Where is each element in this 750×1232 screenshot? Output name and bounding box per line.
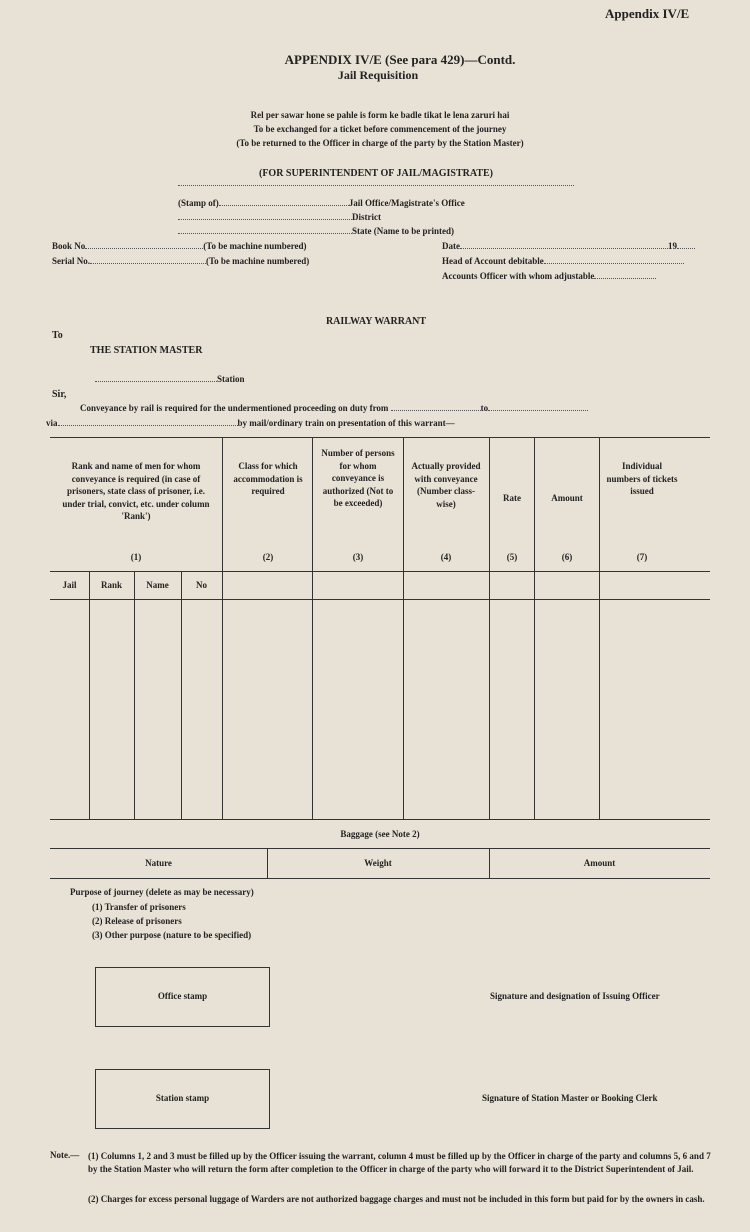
col6-header: Amount (551, 493, 583, 503)
purpose-item: (3) Other purpose (nature to be specified) (92, 930, 252, 940)
col-divider (181, 571, 182, 819)
table-top-rule (50, 437, 710, 438)
col-divider (403, 437, 404, 819)
via-blank[interactable] (58, 425, 238, 426)
accounts-row (442, 271, 656, 281)
col3-header: Number of persons for whom conveyance is authorized (Not to be exceeded) (321, 448, 395, 508)
col1-header: Rank and name of men for whom conveyance is required (in case of prisoners, state class of prisoner, i.e. under trial, convict, etc. under column 'Rank') (62, 461, 210, 521)
district-row (178, 212, 381, 222)
sir-label: Sir, (52, 389, 67, 400)
serial-note: (To be machine numbered) (206, 256, 310, 266)
station-label: Station (217, 374, 245, 384)
table-sub-rule (50, 599, 710, 600)
col5-number: (5) (506, 552, 518, 562)
state-row (178, 226, 454, 236)
stamp-blank[interactable] (219, 205, 349, 206)
col7-number: (7) (636, 552, 648, 562)
col-divider (599, 437, 600, 819)
purpose-heading: Purpose of journey (delete as may be necessary) (70, 887, 254, 897)
stamp-row (178, 198, 465, 208)
book-row (52, 241, 307, 251)
col-divider (134, 571, 135, 819)
district-blank[interactable] (178, 219, 352, 220)
subcol-name: Name (146, 580, 169, 590)
to-label: To (52, 330, 63, 341)
head-row (442, 256, 684, 266)
col-divider (489, 437, 490, 819)
col2-header: Class for which accommodation is required (233, 461, 303, 496)
col-divider (534, 437, 535, 819)
col-divider (89, 571, 90, 819)
book-blank[interactable] (85, 248, 203, 249)
book-note: (To be machine numbered) (203, 241, 307, 251)
via-label: via (46, 418, 58, 428)
note-label: Note.— (50, 1150, 80, 1160)
serial-blank[interactable] (90, 263, 206, 264)
stamp-label: (Stamp of) (178, 198, 219, 208)
page-title: APPENDIX IV/E (See para 429)—Contd. (284, 52, 516, 67)
exchange-line: To be exchanged for a ticket before commencement of the journey (253, 124, 507, 134)
to-blank[interactable] (488, 410, 588, 411)
note-2: (2) Charges for excess personal luggage of Warders are not authorized baggage charges and must not be included in this form but paid for by the owners in cash. (88, 1194, 705, 1204)
baggage-bottom-rule (50, 878, 710, 879)
baggage-heading: Baggage (see Note 2) (340, 829, 420, 839)
hindi-line: Rel per sawar hone se pahle is form ke badle tikat le lena zaruri hai (250, 110, 510, 120)
head-blank[interactable] (544, 263, 684, 264)
col2-number: (2) (262, 552, 274, 562)
district-label: District (352, 212, 381, 222)
subcol-jail: Jail (62, 580, 77, 590)
purpose-item: (1) Transfer of prisoners (92, 902, 186, 912)
date-year-blank[interactable] (677, 248, 695, 249)
issuing-signature-label: Signature and designation of Issuing Officer (490, 991, 660, 1001)
superintendent-heading: (FOR SUPERINTENDENT OF JAIL/MAGISTRATE) (258, 168, 493, 179)
serial-label: Serial No. (52, 256, 90, 266)
warrant-heading: RAILWAY WARRANT (325, 316, 427, 327)
col6-number: (6) (561, 552, 573, 562)
train-line: by mail/ordinary train on presentation of this warrant— (237, 418, 455, 428)
conveyance-text: Conveyance by rail is required for the undermentioned proceeding on duty from (80, 403, 389, 413)
head-label: Head of Account debitable (442, 256, 544, 266)
station-master-label: THE STATION MASTER (90, 345, 203, 356)
baggage-amount: Amount (583, 858, 616, 868)
subcol-rank: Rank (100, 580, 122, 590)
note-1: (1) Columns 1, 2 and 3 must be filled up by the Officer issuing the warrant, column 4 must be filled up by the Officer in charge of the party and columns 5, 6 and 7 by the Station Master who will return the form after completion to the Officer in charge of the party who will forward it to the District Superintendent of Jail. (88, 1151, 711, 1174)
col4-header: Actually provided with conveyance (Number class-wise) (411, 461, 481, 509)
page-subtitle: Jail Requisition (337, 68, 419, 82)
col3-number: (3) (352, 552, 364, 562)
col4-number: (4) (440, 552, 452, 562)
col-divider (312, 437, 313, 819)
date-label: Date (442, 241, 460, 251)
state-blank[interactable] (178, 233, 352, 234)
col7-header: Individual numbers of tickets issued (606, 461, 678, 496)
conveyance-row (80, 403, 588, 413)
table-header-rule (50, 571, 710, 572)
station-row (95, 374, 245, 384)
office-stamp-label: Office stamp (157, 991, 208, 1001)
subcol-no: No (196, 580, 207, 590)
to-word: to (480, 403, 489, 413)
return-line: (To be returned to the Officer in charge of the party by the Station Master) (236, 138, 524, 148)
col5-header: Rate (503, 493, 521, 503)
serial-row (52, 256, 309, 266)
station-stamp-label: Station stamp (155, 1093, 210, 1103)
via-row (46, 418, 455, 428)
office-label: Jail Office/Magistrate's Office (348, 198, 465, 208)
stamp-dotted-line (178, 185, 574, 186)
station-blank[interactable] (95, 381, 217, 382)
accounts-label: Accounts Officer with whom adjustable (442, 271, 595, 281)
station-signature-label: Signature of Station Master or Booking Clerk (482, 1093, 658, 1103)
from-blank[interactable] (391, 410, 481, 411)
table-bottom-rule (50, 819, 710, 820)
accounts-blank[interactable] (594, 278, 656, 279)
date-suffix: 19 (668, 241, 677, 251)
col1-number: (1) (130, 552, 142, 562)
col-divider (222, 437, 223, 819)
purpose-item: (2) Release of prisoners (92, 916, 182, 926)
baggage-weight: Weight (364, 858, 392, 868)
book-label: Book No (52, 241, 86, 251)
state-label: State (Name to be printed) (352, 226, 454, 236)
baggage-nature: Nature (145, 858, 172, 868)
date-blank[interactable] (460, 248, 668, 249)
date-row (442, 241, 695, 251)
baggage-top-rule (50, 848, 710, 849)
appendix-tag: Appendix IV/E (605, 6, 690, 21)
